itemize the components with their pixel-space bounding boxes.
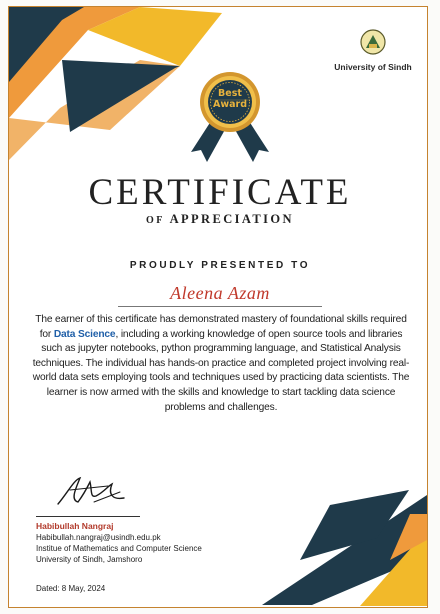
- presented-to-label: PROUDLY PRESENTED TO: [129, 260, 311, 271]
- award-ribbon-icon: [187, 70, 273, 170]
- recipient-underline: [118, 306, 322, 307]
- signatory-university: University of Sindh, Jamshoro: [36, 555, 143, 564]
- signatory-block: [36, 521, 202, 565]
- subtitle-of: OF: [146, 215, 165, 226]
- certificate-subtitle: [0, 212, 440, 227]
- signatory-institute: Institue of Mathematics and Computer Science: [36, 544, 202, 553]
- body-highlight: Data Science: [53, 328, 116, 340]
- subtitle-appreciation: APPRECIATION: [169, 212, 294, 226]
- certificate-body: [30, 313, 412, 415]
- date-label: Dated: 8 May, 2024: [36, 584, 106, 593]
- badge-line-award: Award: [212, 99, 248, 110]
- university-crest-icon: [360, 28, 386, 56]
- band-tl-navy-2: [62, 60, 180, 132]
- best-award-badge: [187, 70, 273, 170]
- certificate-title: CERTIFICATE: [88, 172, 352, 213]
- signatory-name: Habibullah Nangraj: [36, 521, 114, 531]
- recipient-name: Aleena Azam: [170, 283, 270, 303]
- signature-line: [36, 516, 140, 517]
- university-name: University of Sindh: [334, 62, 412, 72]
- body-intro: The earner of this certificate has demonstrated mastery of foundational skills required for: [35, 314, 407, 340]
- university-logo-block: [328, 28, 418, 72]
- signatory-email: Habibullah.nangraj@usindh.edu.pk: [36, 533, 161, 542]
- body-text: , including a working knowledge of open source tools and libraries such as jupyter notebooks, python programming language, and Statistical Analysis techniques. The individual has hands-on practice and completed project involving real-world data sets employing tools and techniques used by practicing data scientists. The learner is now armed with the skills and knowledge to start tackling data science problems and challenges.: [32, 328, 410, 413]
- badge-line-best: Best: [218, 88, 242, 99]
- signature-graphic: [50, 472, 130, 512]
